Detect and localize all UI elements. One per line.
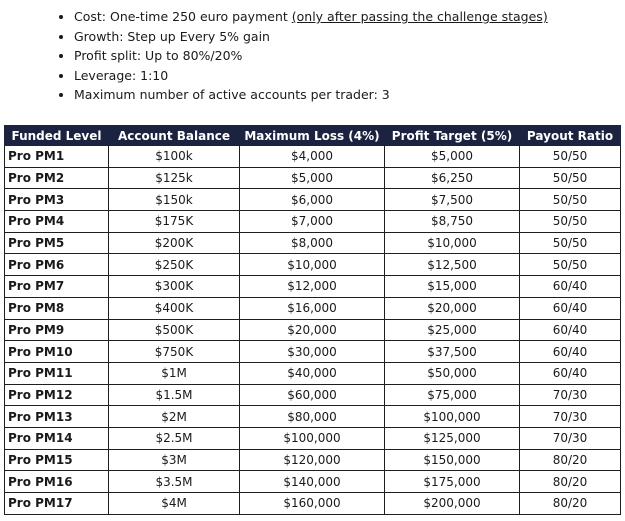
table-row xyxy=(5,384,621,406)
header-profit-target: Profit Target (5%) xyxy=(385,126,520,146)
cell-funded-level: Pro PM6 xyxy=(5,254,109,276)
table-row xyxy=(5,146,621,168)
cell-account-balance: $2M xyxy=(109,406,240,428)
cell-account-balance: $3.5M xyxy=(109,471,240,493)
table-row xyxy=(5,167,621,189)
cell-funded-level: Pro PM5 xyxy=(5,232,109,254)
cell-funded-level: Pro PM7 xyxy=(5,276,109,298)
challenge-stages-link[interactable]: (only after passing the challenge stages) xyxy=(291,9,548,24)
table-row xyxy=(5,471,621,493)
cell-profit-target: $5,000 xyxy=(385,146,520,168)
cell-account-balance: $125k xyxy=(109,167,240,189)
cell-payout-ratio: 60/40 xyxy=(520,319,621,341)
cell-payout-ratio: 50/50 xyxy=(520,254,621,276)
growth-item: • Growth: Step up Every 5% gain xyxy=(74,27,548,47)
cell-payout-ratio: 70/30 xyxy=(520,427,621,449)
table-row xyxy=(5,276,621,298)
cell-funded-level: Pro PM2 xyxy=(5,167,109,189)
cell-payout-ratio: 50/50 xyxy=(520,232,621,254)
cell-funded-level: Pro PM17 xyxy=(5,493,109,515)
cell-maximum-loss: $12,000 xyxy=(240,276,385,298)
cell-maximum-loss: $20,000 xyxy=(240,319,385,341)
cell-account-balance: $300K xyxy=(109,276,240,298)
cell-account-balance: $400K xyxy=(109,297,240,319)
cell-funded-level: Pro PM3 xyxy=(5,189,109,211)
table-row xyxy=(5,341,621,363)
cell-profit-target: $125,000 xyxy=(385,427,520,449)
table-row xyxy=(5,319,621,341)
cell-payout-ratio: 70/30 xyxy=(520,384,621,406)
table-body xyxy=(5,146,621,515)
table-header-row xyxy=(5,126,621,146)
cell-payout-ratio: 60/40 xyxy=(520,362,621,384)
header-payout-ratio: Payout Ratio xyxy=(520,126,621,146)
cell-account-balance: $500K xyxy=(109,319,240,341)
cell-funded-level: Pro PM16 xyxy=(5,471,109,493)
table-row xyxy=(5,362,621,384)
cell-account-balance: $1M xyxy=(109,362,240,384)
cell-payout-ratio: 60/40 xyxy=(520,297,621,319)
cell-funded-level: Pro PM13 xyxy=(5,406,109,428)
cell-profit-target: $100,000 xyxy=(385,406,520,428)
cell-payout-ratio: 80/20 xyxy=(520,493,621,515)
cell-maximum-loss: $8,000 xyxy=(240,232,385,254)
cost-text: Cost: One-time 250 euro payment xyxy=(74,9,292,24)
cell-maximum-loss: $160,000 xyxy=(240,493,385,515)
cell-funded-level: Pro PM12 xyxy=(5,384,109,406)
cell-account-balance: $1.5M xyxy=(109,384,240,406)
cell-maximum-loss: $80,000 xyxy=(240,406,385,428)
header-funded-level: Funded Level xyxy=(5,126,109,146)
program-details-list xyxy=(54,7,548,105)
cell-account-balance: $750K xyxy=(109,341,240,363)
table-row xyxy=(5,406,621,428)
cell-funded-level: Pro PM9 xyxy=(5,319,109,341)
cell-funded-level: Pro PM15 xyxy=(5,449,109,471)
cell-payout-ratio: 50/50 xyxy=(520,146,621,168)
table-row xyxy=(5,189,621,211)
cell-funded-level: Pro PM11 xyxy=(5,362,109,384)
cell-account-balance: $100k xyxy=(109,146,240,168)
cell-profit-target: $6,250 xyxy=(385,167,520,189)
cell-profit-target: $7,500 xyxy=(385,189,520,211)
funded-levels-table xyxy=(4,125,621,515)
cost-item xyxy=(74,7,548,27)
cell-maximum-loss: $120,000 xyxy=(240,449,385,471)
cell-maximum-loss: $40,000 xyxy=(240,362,385,384)
cell-account-balance: $4M xyxy=(109,493,240,515)
cell-payout-ratio: 80/20 xyxy=(520,449,621,471)
max-accounts-item: • Maximum number of active accounts per trader: 3 xyxy=(74,85,548,105)
cell-account-balance: $250K xyxy=(109,254,240,276)
cell-maximum-loss: $60,000 xyxy=(240,384,385,406)
cell-maximum-loss: $6,000 xyxy=(240,189,385,211)
cell-funded-level: Pro PM4 xyxy=(5,211,109,233)
header-account-balance: Account Balance xyxy=(109,126,240,146)
table-row xyxy=(5,254,621,276)
cell-account-balance: $150k xyxy=(109,189,240,211)
table-row xyxy=(5,493,621,515)
cell-payout-ratio: 80/20 xyxy=(520,471,621,493)
header-maximum-loss: Maximum Loss (4%) xyxy=(240,126,385,146)
cell-payout-ratio: 50/50 xyxy=(520,211,621,233)
table-row xyxy=(5,232,621,254)
cell-profit-target: $75,000 xyxy=(385,384,520,406)
table-row xyxy=(5,297,621,319)
cell-payout-ratio: 50/50 xyxy=(520,189,621,211)
cell-account-balance: $3M xyxy=(109,449,240,471)
cell-profit-target: $10,000 xyxy=(385,232,520,254)
cell-payout-ratio: 50/50 xyxy=(520,167,621,189)
cell-maximum-loss: $30,000 xyxy=(240,341,385,363)
table-row xyxy=(5,449,621,471)
cell-funded-level: Pro PM8 xyxy=(5,297,109,319)
cell-maximum-loss: $100,000 xyxy=(240,427,385,449)
table-row xyxy=(5,427,621,449)
cell-profit-target: $15,000 xyxy=(385,276,520,298)
cell-payout-ratio: 60/40 xyxy=(520,341,621,363)
cell-account-balance: $200K xyxy=(109,232,240,254)
cell-profit-target: $8,750 xyxy=(385,211,520,233)
table-row xyxy=(5,211,621,233)
cell-maximum-loss: $4,000 xyxy=(240,146,385,168)
cell-funded-level: Pro PM14 xyxy=(5,427,109,449)
cell-profit-target: $12,500 xyxy=(385,254,520,276)
cell-profit-target: $20,000 xyxy=(385,297,520,319)
cell-profit-target: $150,000 xyxy=(385,449,520,471)
cell-account-balance: $2.5M xyxy=(109,427,240,449)
profit-split-item: • Profit split: Up to 80%/20% xyxy=(74,46,548,66)
cell-maximum-loss: $5,000 xyxy=(240,167,385,189)
cell-maximum-loss: $16,000 xyxy=(240,297,385,319)
cell-profit-target: $175,000 xyxy=(385,471,520,493)
cell-maximum-loss: $10,000 xyxy=(240,254,385,276)
cell-payout-ratio: 60/40 xyxy=(520,276,621,298)
cell-payout-ratio: 70/30 xyxy=(520,406,621,428)
leverage-item: • Leverage: 1:10 xyxy=(74,66,548,86)
cell-funded-level: Pro PM10 xyxy=(5,341,109,363)
cell-maximum-loss: $7,000 xyxy=(240,211,385,233)
cell-maximum-loss: $140,000 xyxy=(240,471,385,493)
cell-account-balance: $175K xyxy=(109,211,240,233)
cell-profit-target: $25,000 xyxy=(385,319,520,341)
cell-profit-target: $200,000 xyxy=(385,493,520,515)
cell-funded-level: Pro PM1 xyxy=(5,146,109,168)
cell-profit-target: $37,500 xyxy=(385,341,520,363)
cell-profit-target: $50,000 xyxy=(385,362,520,384)
